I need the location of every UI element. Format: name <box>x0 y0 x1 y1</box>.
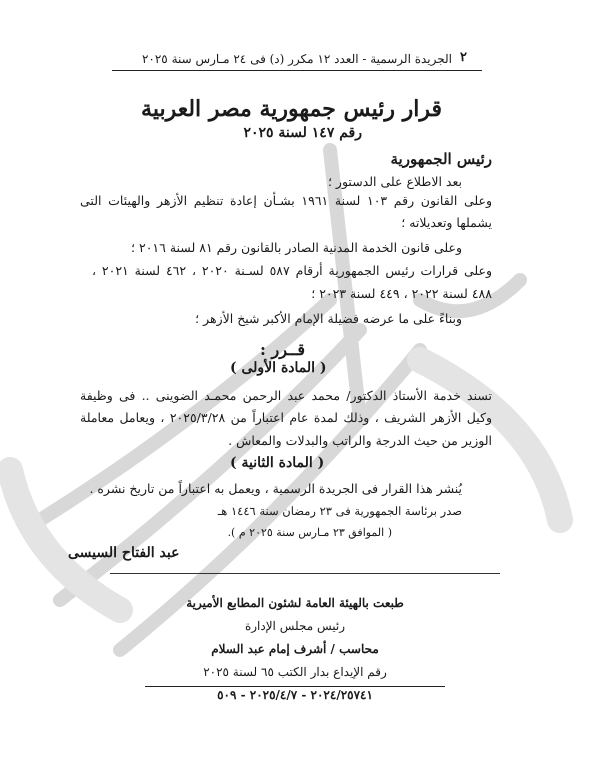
preamble-line: وبناءً على ما عرضه فضيلة الإمام الأكبر شيخ الأزهر ؛ <box>195 311 462 326</box>
printer-credit: طبعت بالهيئة العامة لشئون المطابع الأميرية <box>186 596 404 610</box>
preamble-line: بعد الاطلاع على الدستور ؛ <box>327 174 462 189</box>
signatory-name: عبد الفتاح السيسى <box>68 545 180 561</box>
decree-number: رقم ١٤٧ لسنة ٢٠٢٥ <box>243 125 362 141</box>
article-1-line: تسند خدمة الأستاذ الدكتور/ محمد عبد الرحمن محمـد الضوينى .. فى وظيفة <box>80 388 492 403</box>
preamble-line: وعلى قرارات رئيس الجمهورية أرقام ٥٨٧ لسـنة ٢٠٢٠ ، ٤٦٢ لسنة ٢٠٢١ ، <box>92 263 493 278</box>
board-chair-title: رئيس مجلس الإدارة <box>244 619 346 633</box>
accountant-name: محاسب / أشرف إمام عبد السلام <box>211 642 379 656</box>
decided-heading: قــرر : <box>260 340 306 359</box>
article-1-title: ( المادة الأولى ) <box>230 360 327 376</box>
preamble-line: يشملها وتعديلاته ؛ <box>401 215 492 230</box>
deposit-number: رقم الإيداع بدار الكتب ٦٥ لسنة ٢٠٢٥ <box>203 665 387 679</box>
preamble-line: ٤٨٨ لسنة ٢٠٢٢ ، ٤٤٩ لسنة ٢٠٢٣ ؛ <box>311 286 492 301</box>
article-1-line: وكيل الأزهر الشريف ، وذلك لمدة عام اعتباراً من ٢٠٢٥/٣/٢٨ ، ويعامل معاملة <box>80 410 493 425</box>
article-2-title: ( المادة الثانية ) <box>230 455 325 471</box>
header-divider <box>112 70 482 71</box>
page-number: ٢ <box>460 50 467 65</box>
running-header: الجريدة الرسمية - العدد ١٢ مكرر (د) فى ٢٤ مـارس سنة ٢٠٢٥ <box>141 52 453 66</box>
decree-issuer: رئيس الجمهورية <box>390 150 492 168</box>
article-1-line: الوزير من حيث الدرجة والراتب والبدلات والمعاش . <box>228 433 492 448</box>
article-2-line: يُنشر هذا القرار فى الجريدة الرسمية ، ويعمل به اعتباراً من تاريخ نشره . <box>89 481 462 496</box>
registration-code: ٢٠٢٤/٢٥٧٤١ - ٢٠٢٥/٤/٧ - ٥٠٩ <box>217 688 373 702</box>
article-2-line: ( الموافق ٢٣ مـارس سنة ٢٠٢٥ م ). <box>227 526 392 539</box>
preamble-line: وعلى القانون رقم ١٠٣ لسنة ١٩٦١ بشـأن إعادة تنظيم الأزهر والهيئات التى <box>80 193 492 208</box>
decree-title: قرار رئيس جمهورية مصر العربية <box>141 96 442 122</box>
bottom-divider <box>145 686 445 687</box>
article-2-line: صدر برئاسة الجمهورية فى ٢٣ رمضان سنة ١٤٤٦ هـ <box>217 504 462 518</box>
preamble-line: وعلى قانون الخدمة المدنية الصادر بالقانون رقم ٨١ لسنة ٢٠١٦ ؛ <box>131 240 462 255</box>
footer-divider <box>110 573 500 574</box>
